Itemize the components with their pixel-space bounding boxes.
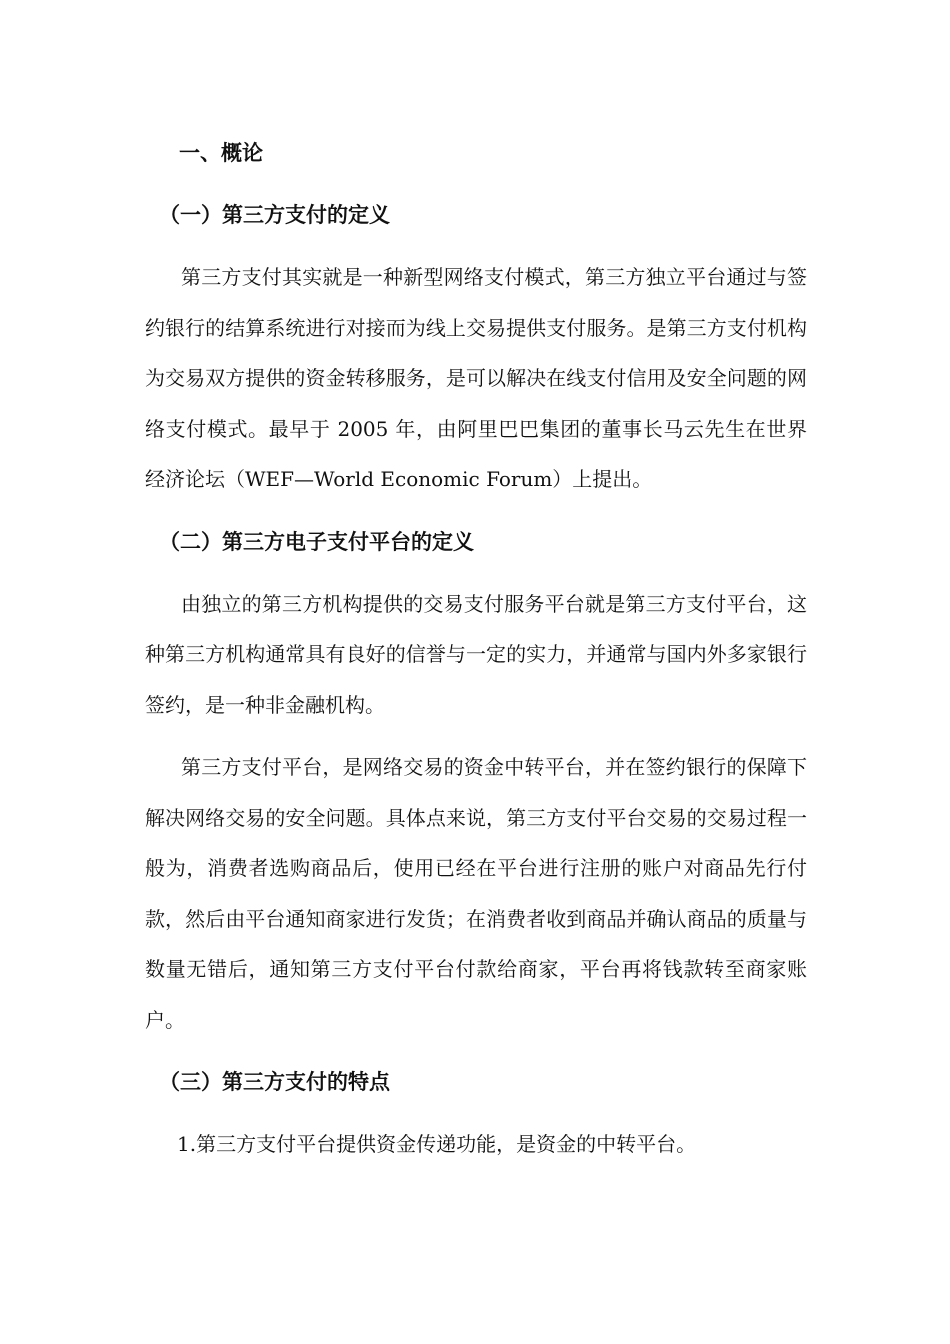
subsection-heading-2: （二）第三方电子支付平台的定义 bbox=[159, 529, 474, 554]
subsection-heading-1: （一）第三方支付的定义 bbox=[159, 203, 390, 227]
paragraph-platform-process: 第三方支付平台，是网络交易的资金中转平台，并在签约银行的保障下解决网络交易的安全问题。具体点来说，第三方支付平台交易的交易过程一般为，消费者选购商品后，使用已经在平台进行注册的账户对商品先行付款，然后由平台通知商家进行发货；在消费者收到商品并确认商品的质量与数量无错后，通知第三方支付平台付款给商家，平台再将钱款转至商家账户。 bbox=[145, 755, 807, 1032]
paragraph-definition: 第三方支付其实就是一种新型网络支付模式，第三方独立平台通过与签约银行的结算系统进行对接而为线上交易提供支付服务。是第三方支付机构为交易双方提供的资金转移服务，是可以解决在线支付信用及安全问题的网络支付模式。最早于 2005 年，由阿里巴巴集团的董事长马云先生在世界经济论坛（WEF—World Economic Forum）上提出。 bbox=[145, 265, 807, 491]
paragraph-platform-definition: 由独立的第三方机构提供的交易支付服务平台就是第三方支付平台，这种第三方机构通常具有良好的信誉与一定的实力，并通常与国内外多家银行签约，是一种非金融机构。 bbox=[145, 591, 807, 717]
document-page bbox=[145, 128, 807, 1169]
feature-list-item-1: 1.第三方支付平台提供资金传递功能，是资金的中转平台。 bbox=[177, 1132, 697, 1156]
section-title: 一、概论 bbox=[179, 141, 263, 165]
subsection-heading-3: （三）第三方支付的特点 bbox=[159, 1070, 390, 1094]
